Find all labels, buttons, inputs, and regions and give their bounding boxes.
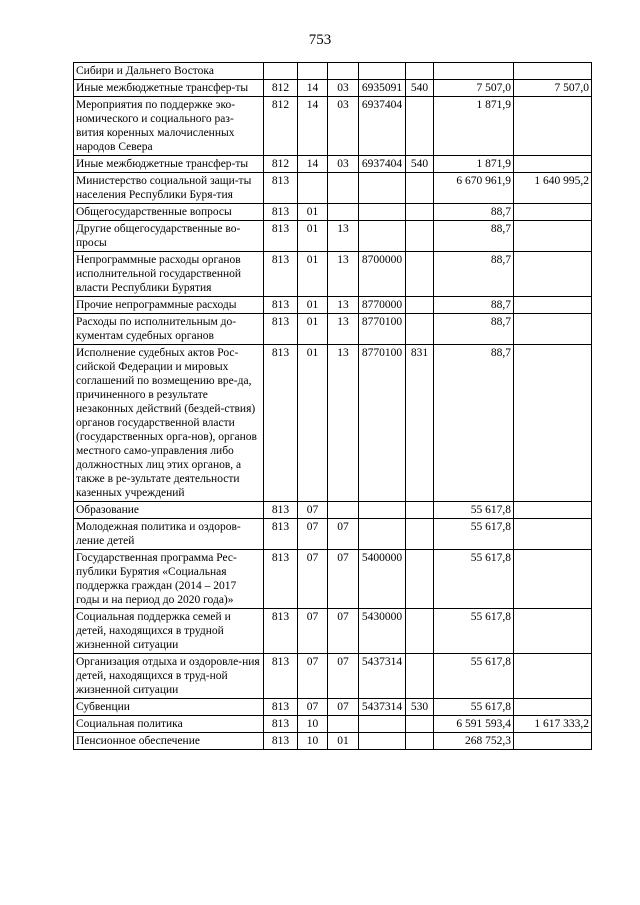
cell-vr [406, 519, 434, 550]
cell-rz: 01 [298, 297, 328, 314]
cell-rz: 01 [298, 345, 328, 502]
cell-name: Субвенции [74, 699, 264, 716]
cell-csr [359, 63, 406, 80]
cell-csr: 8770100 [359, 314, 406, 345]
cell-vr [406, 97, 434, 156]
table-row [74, 204, 592, 221]
cell-vr [406, 502, 434, 519]
cell-rz: 01 [298, 314, 328, 345]
cell-sum1: 88,7 [434, 252, 514, 297]
cell-pr: 13 [328, 252, 359, 297]
cell-sum2 [514, 550, 592, 609]
cell-rz: 10 [298, 733, 328, 750]
cell-ved: 813 [264, 519, 298, 550]
cell-pr: 07 [328, 609, 359, 654]
table-row [74, 156, 592, 173]
cell-csr [359, 519, 406, 550]
cell-csr [359, 221, 406, 252]
cell-pr: 07 [328, 654, 359, 699]
cell-sum2 [514, 733, 592, 750]
cell-sum1: 55 617,8 [434, 699, 514, 716]
cell-vr [406, 550, 434, 609]
page-number: 753 [308, 32, 332, 48]
cell-vr [406, 716, 434, 733]
cell-ved: 813 [264, 733, 298, 750]
cell-ved: 813 [264, 550, 298, 609]
cell-name: Мероприятия по поддержке эко-номического и социального раз-вития коренных малочисленных народов Севера [74, 97, 264, 156]
cell-pr: 07 [328, 519, 359, 550]
cell-rz: 14 [298, 80, 328, 97]
cell-vr [406, 173, 434, 204]
cell-pr [328, 173, 359, 204]
cell-csr: 8770100 [359, 345, 406, 502]
table-row [74, 252, 592, 297]
cell-sum1: 55 617,8 [434, 519, 514, 550]
table-row [74, 609, 592, 654]
cell-sum2 [514, 654, 592, 699]
cell-sum2 [514, 221, 592, 252]
cell-sum2 [514, 297, 592, 314]
cell-csr: 5437314 [359, 699, 406, 716]
cell-pr: 01 [328, 733, 359, 750]
cell-ved: 813 [264, 699, 298, 716]
cell-sum2 [514, 97, 592, 156]
cell-csr: 8700000 [359, 252, 406, 297]
cell-sum2 [514, 156, 592, 173]
cell-pr: 03 [328, 80, 359, 97]
cell-sum2 [514, 519, 592, 550]
cell-vr: 831 [406, 345, 434, 502]
cell-pr [328, 502, 359, 519]
cell-name: Организация отдыха и оздоровле-ния детей, находящихся в труд-ной жизненной ситуации [74, 654, 264, 699]
cell-sum1: 1 871,9 [434, 156, 514, 173]
cell-csr [359, 716, 406, 733]
cell-ved: 812 [264, 80, 298, 97]
cell-sum2 [514, 609, 592, 654]
cell-vr [406, 297, 434, 314]
table-row [74, 654, 592, 699]
cell-sum2: 7 507,0 [514, 80, 592, 97]
cell-vr [406, 314, 434, 345]
cell-pr: 03 [328, 97, 359, 156]
table-row [74, 97, 592, 156]
cell-sum1: 1 871,9 [434, 97, 514, 156]
table-row [74, 502, 592, 519]
cell-csr [359, 204, 406, 221]
cell-sum1 [434, 63, 514, 80]
cell-name: Пенсионное обеспечение [74, 733, 264, 750]
cell-sum2 [514, 502, 592, 519]
table-row [74, 297, 592, 314]
cell-sum2 [514, 204, 592, 221]
cell-sum2 [514, 252, 592, 297]
cell-rz: 01 [298, 252, 328, 297]
cell-sum1: 88,7 [434, 314, 514, 345]
cell-ved: 813 [264, 314, 298, 345]
table-row [74, 221, 592, 252]
cell-pr: 13 [328, 345, 359, 502]
cell-rz: 07 [298, 519, 328, 550]
cell-rz [298, 63, 328, 80]
table-row [74, 699, 592, 716]
table-row [74, 314, 592, 345]
cell-sum2 [514, 314, 592, 345]
cell-csr: 5400000 [359, 550, 406, 609]
cell-ved: 813 [264, 654, 298, 699]
cell-rz: 10 [298, 716, 328, 733]
cell-ved: 813 [264, 252, 298, 297]
cell-pr: 13 [328, 221, 359, 252]
cell-name: Социальная поддержка семей и детей, находящихся в трудной жизненной ситуации [74, 609, 264, 654]
table-row [74, 80, 592, 97]
cell-rz: 07 [298, 654, 328, 699]
cell-rz: 07 [298, 609, 328, 654]
table-row [74, 345, 592, 502]
cell-csr [359, 502, 406, 519]
cell-pr: 07 [328, 699, 359, 716]
cell-rz: 07 [298, 699, 328, 716]
cell-name: Молодежная политика и оздоров-ление детей [74, 519, 264, 550]
cell-sum1: 7 507,0 [434, 80, 514, 97]
table-row [74, 550, 592, 609]
cell-sum2 [514, 345, 592, 502]
cell-vr: 530 [406, 699, 434, 716]
cell-csr: 6935091 [359, 80, 406, 97]
cell-sum1: 268 752,3 [434, 733, 514, 750]
cell-pr [328, 716, 359, 733]
cell-name: Сибири и Дальнего Востока [74, 63, 264, 80]
cell-sum1: 6 591 593,4 [434, 716, 514, 733]
cell-pr [328, 204, 359, 221]
cell-sum1: 88,7 [434, 221, 514, 252]
cell-sum1: 88,7 [434, 345, 514, 502]
cell-vr [406, 609, 434, 654]
cell-pr: 13 [328, 314, 359, 345]
cell-name: Государственная программа Рес-публики Бурятия «Социальная поддержка граждан (2014 – 2017 годы и на период до 2020 года)» [74, 550, 264, 609]
cell-name: Иные межбюджетные трансфер-ты [74, 156, 264, 173]
cell-ved: 813 [264, 221, 298, 252]
cell-csr: 6937404 [359, 156, 406, 173]
cell-name: Министерство социальной защи-ты населения Республики Буря-тия [74, 173, 264, 204]
cell-pr: 13 [328, 297, 359, 314]
cell-vr [406, 733, 434, 750]
cell-csr: 5437314 [359, 654, 406, 699]
cell-vr [406, 654, 434, 699]
cell-rz: 01 [298, 221, 328, 252]
cell-sum1: 55 617,8 [434, 654, 514, 699]
cell-name: Прочие непрограммные расходы [74, 297, 264, 314]
cell-vr [406, 252, 434, 297]
cell-vr [406, 63, 434, 80]
cell-name: Иные межбюджетные трансфер-ты [74, 80, 264, 97]
budget-table [73, 62, 592, 750]
cell-name: Другие общегосударственные во-просы [74, 221, 264, 252]
cell-ved: 813 [264, 204, 298, 221]
cell-rz: 01 [298, 204, 328, 221]
cell-ved: 813 [264, 345, 298, 502]
cell-sum2 [514, 699, 592, 716]
table-row [74, 173, 592, 204]
table-row [74, 716, 592, 733]
cell-rz: 07 [298, 502, 328, 519]
cell-sum2 [514, 63, 592, 80]
cell-sum1: 6 670 961,9 [434, 173, 514, 204]
cell-csr [359, 733, 406, 750]
cell-csr: 6937404 [359, 97, 406, 156]
cell-name: Образование [74, 502, 264, 519]
cell-ved: 813 [264, 297, 298, 314]
cell-vr: 540 [406, 156, 434, 173]
cell-sum2: 1 617 333,2 [514, 716, 592, 733]
cell-rz: 07 [298, 550, 328, 609]
cell-ved: 812 [264, 156, 298, 173]
table-row [74, 63, 592, 80]
cell-sum1: 55 617,8 [434, 550, 514, 609]
cell-sum2: 1 640 995,2 [514, 173, 592, 204]
cell-rz: 14 [298, 156, 328, 173]
cell-ved: 813 [264, 502, 298, 519]
cell-pr: 07 [328, 550, 359, 609]
cell-ved: 813 [264, 173, 298, 204]
cell-ved: 813 [264, 716, 298, 733]
cell-rz: 14 [298, 97, 328, 156]
cell-name: Исполнение судебных актов Рос-сийской Федерации и мировых соглашений по возмещению вре-да, причиненного в результате незаконных действий (бездей-ствия) органов государственной власти (государственных орга-нов), органов местного само-управления либо должностных лиц этих органов, а также в ре-зультате деятельности казенных учреждений [74, 345, 264, 502]
cell-csr: 5430000 [359, 609, 406, 654]
cell-name: Непрограммные расходы органов исполнительной государственной власти Республики Бурятия [74, 252, 264, 297]
cell-name: Социальная политика [74, 716, 264, 733]
cell-csr: 8770000 [359, 297, 406, 314]
cell-name: Общегосударственные вопросы [74, 204, 264, 221]
cell-csr [359, 173, 406, 204]
cell-sum1: 55 617,8 [434, 502, 514, 519]
table-row [74, 733, 592, 750]
cell-pr: 03 [328, 156, 359, 173]
cell-vr [406, 204, 434, 221]
cell-pr [328, 63, 359, 80]
cell-name: Расходы по исполнительным до-кументам судебных органов [74, 314, 264, 345]
cell-sum1: 88,7 [434, 297, 514, 314]
cell-ved [264, 63, 298, 80]
cell-sum1: 55 617,8 [434, 609, 514, 654]
cell-sum1: 88,7 [434, 204, 514, 221]
cell-vr: 540 [406, 80, 434, 97]
table-row [74, 519, 592, 550]
cell-ved: 812 [264, 97, 298, 156]
cell-vr [406, 221, 434, 252]
cell-ved: 813 [264, 609, 298, 654]
cell-rz [298, 173, 328, 204]
